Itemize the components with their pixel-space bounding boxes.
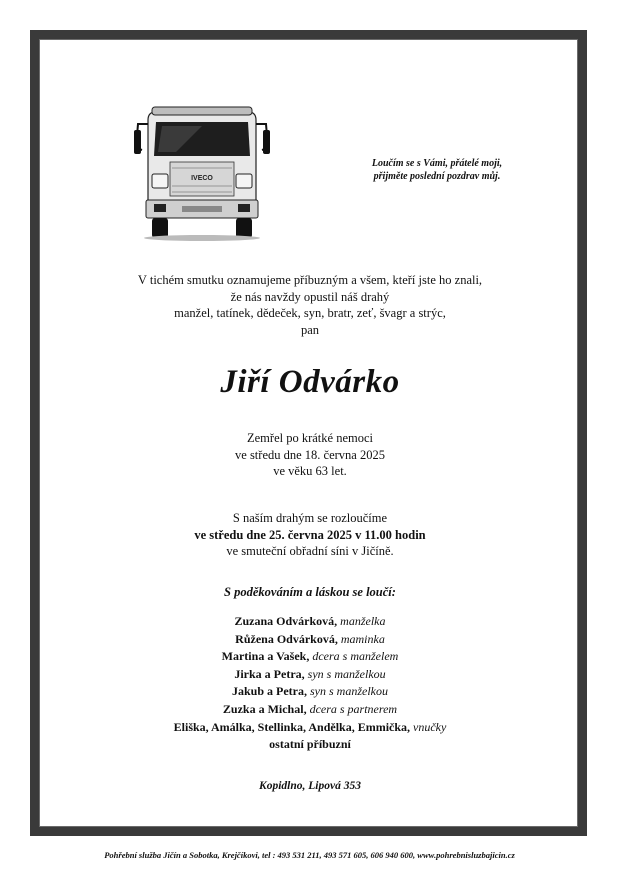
mourner-relation: vnučky [413,719,447,734]
mourner-relation: dcera s manželem [312,649,399,664]
mourner-row [60,736,560,754]
mourner-names: Jakub a Petra, [232,684,307,699]
farewell-place: ve smuteční obřadní síni v Jičíně. [226,544,394,558]
details-line-3: ve věku 63 let. [273,464,347,478]
mourners-list [60,613,560,754]
details-line-2: ve středu dne 18. června 2025 [235,447,385,462]
mourner-relation: dcera s partnerem [309,701,398,716]
intro-line-2: že nás navždy opustil náš drahý [230,289,390,304]
mourner-row [60,683,560,701]
mourner-row [60,613,560,631]
funeral-service-footer: Pohřební služba Jičín a Sobotka, Krejčíkovi, tel : 493 531 211, 493 571 605, 606 940 600, www.pohrebnisluzbajicin.cz [104,850,515,860]
farewell-info [60,510,560,560]
mourner-names: Jirka a Petra, [234,666,305,681]
mourner-names: Eliška, Amálka, Stellinka, Andělka, Emmička, [173,719,411,734]
mourner-row [60,631,560,649]
motto-line-2: přijměte poslední pozdrav můj. [373,171,501,182]
mourner-relation: syn s manželkou [310,684,388,699]
deceased-name: Jiří Odvárko [220,364,400,400]
farewell-date-time: ve středu dne 25. června 2025 v 11.00 hodin [194,527,426,542]
mourner-row [60,648,560,666]
mourner-names: Růžena Odvárková, [235,631,338,646]
motto-quote [352,157,522,183]
mourner-relation: manželka [340,614,386,628]
mourner-row [60,701,560,719]
intro-line-1: V tichém smutku oznamujeme příbuzným a všem, kteří jste ho znali, [137,273,483,287]
mourner-names: Zuzana Odvárková, [234,614,338,628]
motto-line-1: Loučím se s Vámi, přátelé moji, [371,158,503,169]
thanks-heading: S poděkováním a láskou se loučí: [224,585,396,599]
farewell-line-1: S naším drahým se rozloučíme [232,511,388,525]
details-line-1: Zemřel po krátké nemoci [247,431,373,445]
mourner-relation: maminka [340,631,385,646]
mourner-names: Zuzka a Michal, [222,701,307,716]
mourner-row [60,666,560,684]
intro-line-3: manžel, tatínek, dědeček, syn, bratr, zeť, švagr a strýc, [174,306,446,320]
death-details [60,430,560,480]
truck-image [132,104,272,242]
intro-line-4: pan [300,322,320,337]
mourner-names: ostatní příbuzní [269,737,351,752]
mourner-row [60,719,560,737]
announcement-intro [60,272,560,338]
mourner-names: Martina a Vašek, [221,649,310,664]
family-address: Kopidlno, Lipová 353 [259,780,361,792]
mourner-relation: syn s manželkou [307,666,386,681]
truck-grille-text: IVECO [191,175,213,182]
